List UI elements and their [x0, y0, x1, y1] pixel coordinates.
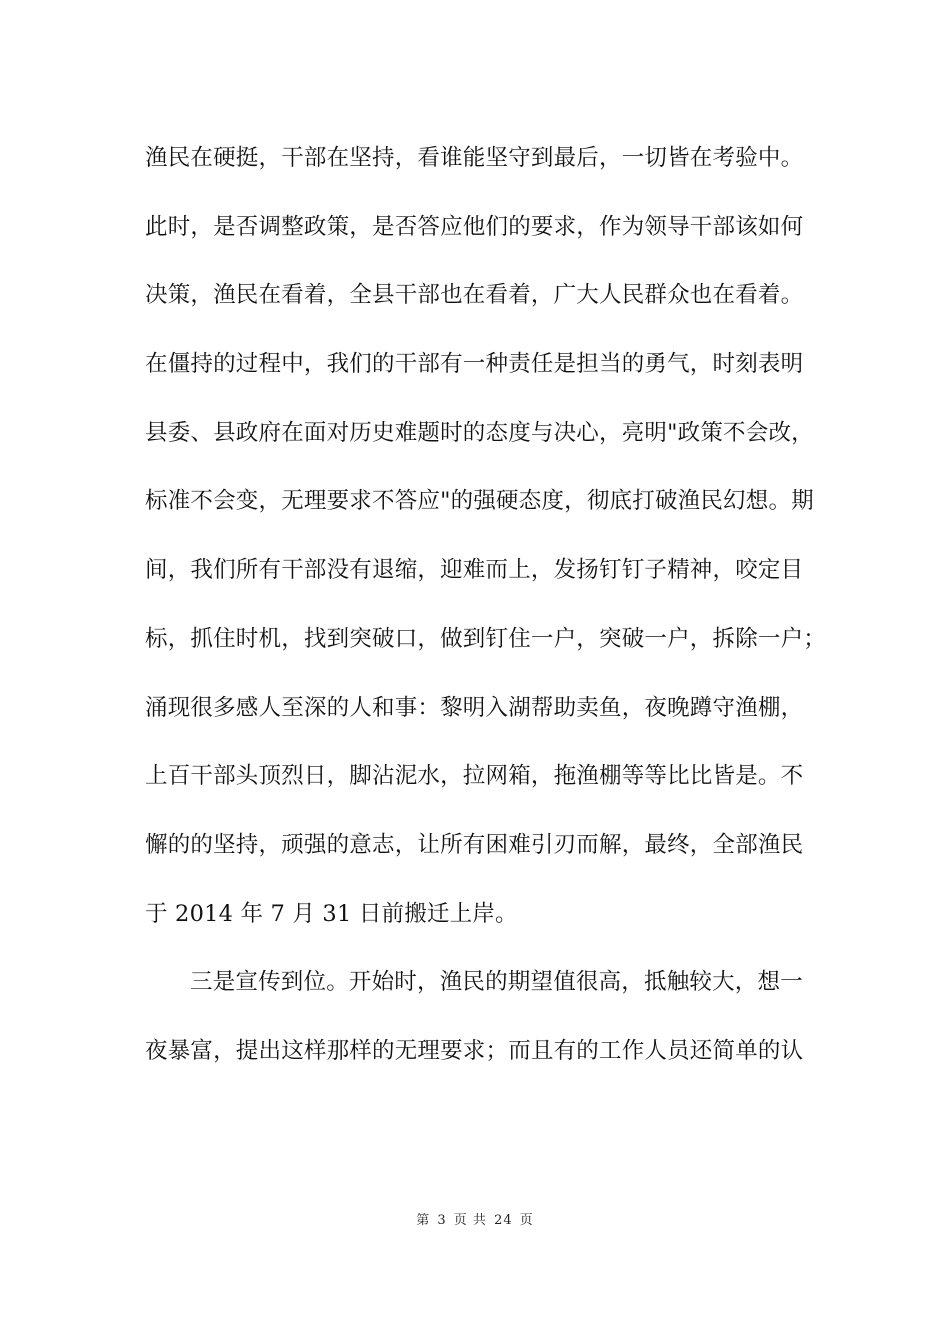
text-line: 夜暴富，提出这样那样的无理要求；而且有的工作人员还简单的认	[145, 1037, 804, 1064]
footer-mid: 页 共	[453, 1213, 487, 1228]
footer-suffix: 页	[519, 1213, 534, 1228]
text-line: 标准不会变，无理要求不答应"的强硬态度，彻底打破渔民幻想。期	[145, 488, 814, 515]
paragraph-start-line: 三是宣传到位。开始时，渔民的期望值很高，抵触较大，想一	[190, 969, 803, 996]
text-line: 涌现很多感人至深的人和事：黎明入湖帮助卖鱼，夜晚蹲守渔棚，	[145, 694, 804, 721]
text-line: 标，抓住时机，找到突破口，做到钉住一户，突破一户，拆除一户；	[145, 625, 827, 652]
text-line: 县委、县政府在面对历史难题时的态度与决心，亮明"政策不会改，	[145, 419, 814, 446]
text-line: 懈的的坚持，顽强的意志，让所有困难引刃而解，最终，全部渔民	[145, 831, 804, 858]
body-text	[145, 134, 827, 1096]
total-page-count: 24	[494, 1213, 513, 1228]
text-line: 间，我们所有干部没有退缩，迎难而上，发扬钉钉子精神，咬定目	[145, 557, 804, 584]
current-page-number: 3	[437, 1213, 447, 1228]
text-line: 于 2014 年 7 月 31 日前搬迁上岸。	[145, 900, 518, 927]
text-line: 此时，是否调整政策，是否答应他们的要求，作为领导干部该如何	[145, 213, 804, 240]
text-line: 渔民在硬挺，干部在坚持，看谁能坚守到最后，一切皆在考验中。	[145, 145, 804, 171]
text-line: 上百干部头顶烈日，脚沾泥水，拉网箱，拖渔棚等等比比皆是。不	[145, 763, 804, 790]
footer-prefix: 第	[416, 1213, 431, 1228]
page-footer	[0, 1209, 950, 1228]
text-line: 决策，渔民在看着，全县干部也在看着，广大人民群众也在看着。	[145, 282, 804, 309]
text-line: 在僵持的过程中，我们的干部有一种责任是担当的勇气，时刻表明	[145, 351, 804, 378]
